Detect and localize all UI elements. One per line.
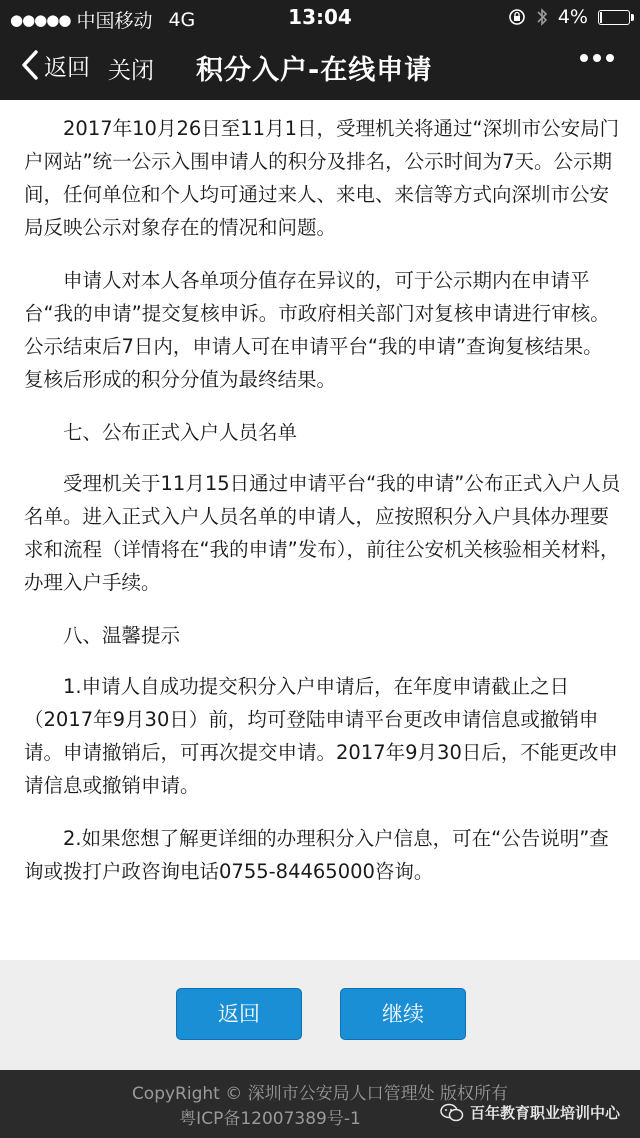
page-title: 积分入户-在线申请 [196, 55, 433, 86]
paragraph: 2.如果您想了解更详细的办理积分入户信息，可在“公告说明”查询或拨打户政咨询电话0755-84465000咨询。 [24, 827, 609, 883]
paragraph: 申请人对本人各单项分值存在异议的，可于公示期内在申请平台“我的申请”提交复核申诉。市政府相关部门对复核申请进行审核。公示结束后7日内，申请人可在申请平台“我的申请”查询复核结果。复核后形成的积分分值为最终结果。 [24, 269, 610, 391]
section-heading: 七、公布正式入户人员名单 [63, 421, 298, 444]
more-options-icon[interactable] [580, 54, 614, 62]
network-type: 4G [168, 8, 196, 31]
battery-fill [600, 12, 602, 23]
footer-copyright: CopyRight © 深圳市公安局人口管理处 版权所有 [131, 1084, 509, 1104]
chevron-left-icon [20, 48, 40, 82]
continue-button[interactable]: 继续 [340, 988, 466, 1040]
navigation-bar [0, 34, 640, 100]
status-time: 13:04 [288, 5, 352, 29]
button-area [0, 960, 640, 1070]
nav-back-label: 返回 [44, 54, 90, 81]
rotation-lock-icon [508, 8, 526, 26]
status-bar [0, 0, 640, 34]
signal-strength-icon: ●●●●● [10, 10, 71, 29]
paragraph: 1.申请人自成功提交积分入户申请后，在年度申请截止之日（2017年9月30日）前，均可登陆申请平台更改申请信息或撤销申请。申请撤销后，可再次提交申请。2017年9月30日后，不能更改申请信息或撤销申请。 [24, 675, 618, 797]
nav-close-button[interactable]: 关闭 [108, 58, 154, 84]
wechat-icon [440, 1103, 464, 1123]
watermark [440, 1102, 620, 1123]
footer [0, 1070, 640, 1138]
nav-back-button[interactable] [20, 48, 90, 82]
announcement-content [24, 112, 622, 908]
battery-icon [598, 10, 630, 25]
watermark-text: 百年教育职业培训中心 [469, 1104, 620, 1122]
paragraph: 2017年10月26日至11月1日，受理机关将通过“深圳市公安局门户网站”统一公示入围申请人的积分及排名，公示时间为7天。公示期间，任何单位和个人均可通过来人、来电、来信等方式向深圳市公安局反映公示对象存在的情况和问题。 [24, 117, 620, 239]
paragraph: 受理机关于11月15日通过申请平台“我的申请”公布正式入户人员名单。进入正式入户人员名单的申请人，应按照积分入户具体办理要求和流程（详情将在“我的申请”发布），前往公安机关核验相关材料，办理入户手续。 [24, 472, 621, 594]
status-right [508, 6, 630, 28]
footer-icp: 粤ICP备12007389号-1 [179, 1109, 361, 1129]
carrier-name: 中国移动 [76, 10, 153, 32]
bluetooth-icon [536, 7, 548, 27]
battery-percent: 4% [557, 6, 588, 28]
section-heading: 八、温馨提示 [63, 624, 181, 647]
back-button[interactable]: 返回 [176, 988, 302, 1040]
